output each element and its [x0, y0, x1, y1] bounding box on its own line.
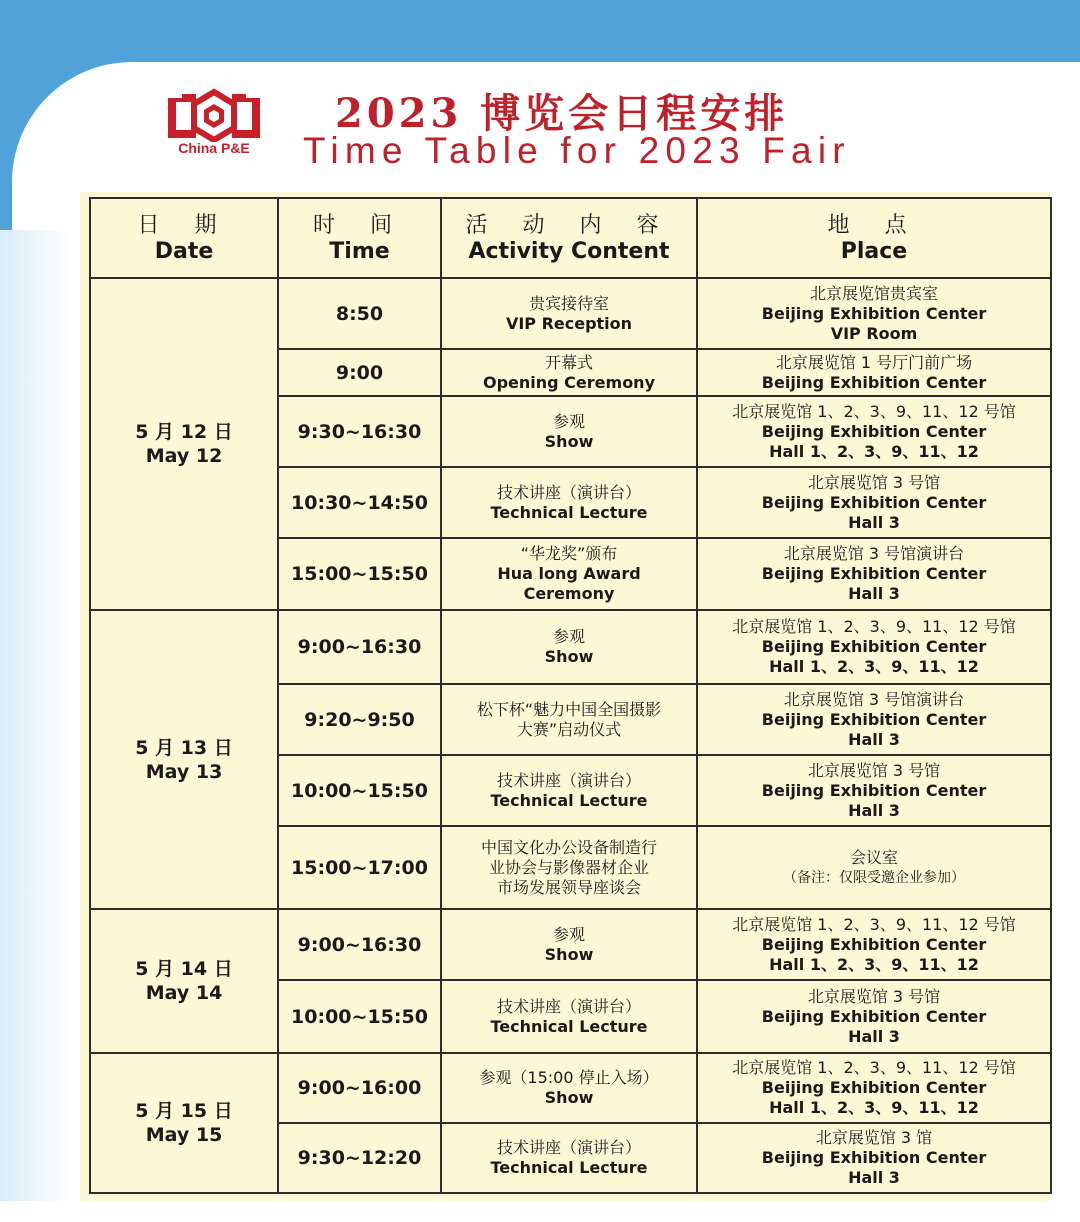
time-cell: 8:50 [278, 278, 441, 349]
activity-line: 技术讲座（演讲台） [496, 770, 641, 790]
activity-line: 技术讲座（演讲台） [496, 1138, 641, 1157]
place-cell [697, 396, 1051, 467]
place-cell [697, 1053, 1051, 1123]
header-time [278, 198, 441, 278]
activity-line: 参观 [552, 411, 585, 431]
activity-cell [441, 909, 697, 980]
place-line: 会议室 [849, 847, 898, 867]
activity-line: 技术讲座（演讲台） [496, 996, 641, 1016]
place-cell [697, 538, 1051, 610]
activity-line: Ceremony [523, 584, 615, 603]
activity-line: Technical Lecture [490, 502, 648, 522]
left-gradient-edge [0, 230, 70, 1201]
place-line: Hall 1、2、3、9、11、12 [769, 657, 979, 676]
activity-line: Opening Ceremony [482, 372, 655, 392]
activity-line: Hua long Award [497, 564, 641, 583]
page-title-english: Time Table for 2023 Fair [303, 130, 851, 171]
activity-cell [441, 349, 697, 396]
date-cell [90, 1053, 278, 1193]
time-cell: 15:00~15:50 [278, 538, 441, 610]
activity-line: Show [544, 1088, 594, 1107]
place-cell [697, 610, 1051, 684]
table-row [90, 909, 1051, 980]
date-cell [90, 278, 278, 610]
header-date [90, 198, 278, 278]
time-cell: 9:00~16:30 [278, 610, 441, 684]
page-title-chinese: 2023 博览会日程安排 [335, 90, 789, 137]
place-line: Hall 3 [848, 584, 900, 603]
date-cn: 5 月 15 日 [135, 1100, 233, 1122]
date-en: May 13 [145, 760, 223, 783]
time-cell: 10:00~15:50 [278, 755, 441, 826]
activity-line: 松下杯“魅力中国全国摄影 [476, 699, 662, 719]
place-line: 北京展览馆 3 号馆演讲台 [783, 544, 965, 563]
activity-line: VIP Reception [505, 313, 633, 333]
place-line: Beijing Exhibition Center [761, 709, 987, 729]
place-cell [697, 826, 1051, 909]
time-cell: 9:20~9:50 [278, 684, 441, 755]
header-place-en: Place [840, 238, 908, 264]
place-line: 北京展览馆 3 号馆 [807, 986, 941, 1006]
header-date-en: Date [154, 238, 214, 264]
place-cell [697, 278, 1051, 349]
time-cell: 10:00~15:50 [278, 980, 441, 1053]
date-cell [90, 610, 278, 909]
date-en: May 14 [145, 982, 223, 1004]
time-cell: 10:30~14:50 [278, 467, 441, 538]
place-line: Beijing Exhibition Center [761, 637, 987, 656]
china-pe-logo [162, 84, 266, 158]
place-line: Hall 1、2、3、9、11、12 [769, 441, 979, 461]
activity-line: 业协会与影像器材企业 [488, 857, 649, 877]
place-line: Beijing Exhibition Center [761, 303, 987, 323]
time-cell: 9:30~12:20 [278, 1123, 441, 1193]
camera-shutter-logo-icon [162, 84, 266, 142]
date-en: May 15 [145, 1124, 223, 1146]
time-cell: 9:00~16:00 [278, 1053, 441, 1123]
activity-cell [441, 1123, 697, 1193]
table-header-row [90, 198, 1051, 278]
date-cn: 5 月 13 日 [135, 736, 233, 759]
place-line: Beijing Exhibition Center [761, 1078, 987, 1097]
activity-cell [441, 980, 697, 1053]
place-line: Hall 3 [848, 729, 900, 749]
activity-cell [441, 538, 697, 610]
header-activity-cn: 活 动 内 容 [465, 212, 673, 238]
place-line: 北京展览馆 1、2、3、9、11、12 号馆 [732, 617, 1016, 636]
place-line: 北京展览馆贵宾室 [809, 283, 938, 303]
activity-line: Show [544, 647, 594, 666]
activity-cell [441, 278, 697, 349]
schedule-panel [80, 192, 1050, 1201]
place-line: 北京展览馆 3 号馆 [807, 760, 941, 780]
header-activity-en: Activity Content [468, 238, 670, 264]
place-cell [697, 349, 1051, 396]
activity-cell [441, 1053, 697, 1123]
activity-cell [441, 684, 697, 755]
place-line: Beijing Exhibition Center [761, 564, 987, 583]
table-row [90, 610, 1051, 684]
header-time-en: Time [329, 238, 390, 264]
place-line: Beijing Exhibition Center [761, 1006, 987, 1026]
activity-line: Show [544, 944, 594, 964]
date-cn: 5 月 12 日 [135, 421, 233, 443]
header-time-cn: 时 间 [313, 212, 406, 238]
date-en: May 12 [145, 445, 223, 467]
place-line: Hall 3 [848, 512, 900, 532]
time-cell: 9:00 [278, 349, 441, 396]
place-line: 北京展览馆 1 号厅门前广场 [775, 352, 973, 372]
place-line: Beijing Exhibition Center [761, 780, 987, 800]
header-place [697, 198, 1051, 278]
header-activity [441, 198, 697, 278]
place-line: 北京展览馆 1、2、3、9、11、12 号馆 [732, 1058, 1016, 1077]
time-cell: 9:30~16:30 [278, 396, 441, 467]
place-line: Hall 1、2、3、9、11、12 [769, 1098, 979, 1117]
place-cell [697, 467, 1051, 538]
activity-line: 市场发展领导座谈会 [496, 877, 641, 897]
place-line: 北京展览馆 3 馆 [815, 1128, 933, 1147]
logo-label: China P&E [178, 140, 250, 156]
activity-line: 开幕式 [544, 352, 593, 372]
date-cn: 5 月 14 日 [135, 958, 233, 980]
place-line: 北京展览馆 1、2、3、9、11、12 号馆 [732, 401, 1016, 421]
place-cell [697, 755, 1051, 826]
place-cell [697, 1123, 1051, 1193]
place-line: Hall 3 [848, 1026, 900, 1046]
place-cell [697, 684, 1051, 755]
place-line: Beijing Exhibition Center [761, 372, 987, 392]
activity-line: “华龙奖”颁布 [520, 544, 618, 563]
place-line: 北京展览馆 1、2、3、9、11、12 号馆 [732, 914, 1016, 934]
activity-line: 贵宾接待室 [528, 293, 609, 313]
activity-line: Show [544, 431, 594, 451]
place-line: Hall 3 [848, 1168, 900, 1187]
activity-line: Technical Lecture [490, 790, 648, 810]
activity-cell [441, 467, 697, 538]
place-line: Beijing Exhibition Center [761, 1148, 987, 1167]
place-note: （备注：仅限受邀企业参加） [783, 869, 965, 886]
activity-line: 参观 [552, 924, 585, 944]
header-place-cn: 地 点 [827, 212, 921, 238]
place-line: VIP Room [830, 323, 918, 343]
activity-line: Technical Lecture [490, 1016, 648, 1036]
place-line: Hall 3 [848, 800, 900, 820]
activity-line: 技术讲座（演讲台） [496, 482, 641, 502]
place-cell [697, 909, 1051, 980]
table-row [90, 278, 1051, 349]
activity-cell [441, 396, 697, 467]
place-line: Hall 1、2、3、9、11、12 [769, 954, 979, 974]
activity-cell [441, 826, 697, 909]
place-line: Beijing Exhibition Center [761, 934, 987, 954]
activity-line: Technical Lecture [490, 1158, 648, 1177]
place-line: 北京展览馆 3 号馆演讲台 [783, 689, 965, 709]
schedule-table [89, 197, 1052, 1194]
activity-line: 参观（15:00 停止入场） [479, 1068, 659, 1087]
time-cell: 15:00~17:00 [278, 826, 441, 909]
activity-cell [441, 610, 697, 684]
activity-line: 中国文化办公设备制造行 [480, 837, 657, 857]
time-cell: 9:00~16:30 [278, 909, 441, 980]
place-line: 北京展览馆 3 号馆 [807, 472, 941, 492]
place-cell [697, 980, 1051, 1053]
header-date-cn: 日 期 [137, 212, 231, 238]
activity-cell [441, 755, 697, 826]
activity-line: 参观 [552, 627, 585, 646]
date-cell [90, 909, 278, 1053]
place-line: Beijing Exhibition Center [761, 492, 987, 512]
place-line: Beijing Exhibition Center [761, 421, 987, 441]
table-row [90, 1053, 1051, 1123]
activity-line: 大赛”启动仪式 [516, 719, 622, 739]
